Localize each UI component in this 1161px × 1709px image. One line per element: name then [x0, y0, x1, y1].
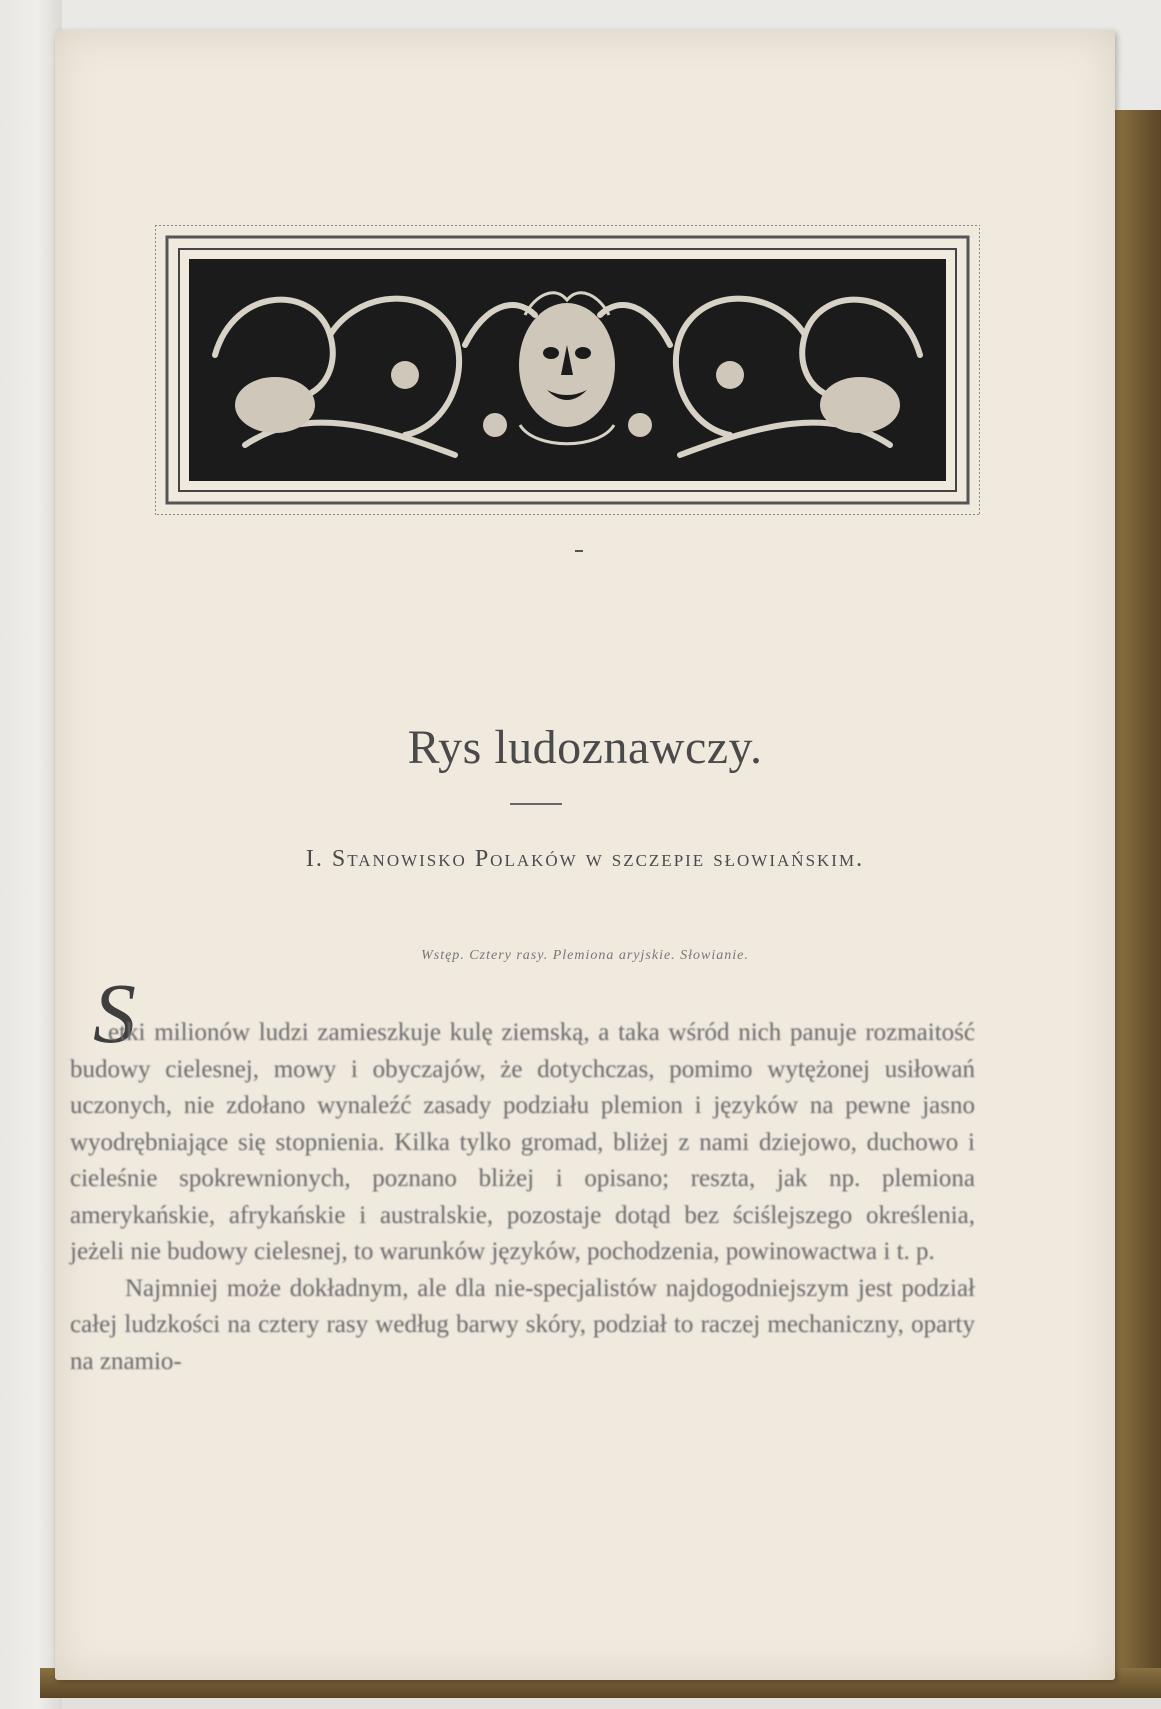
chapter-heading: I. Stanowisko Polaków w szczepie słowiańskim.: [305, 846, 865, 872]
chapter-summary: Wstęp. Cztery rasy. Plemiona aryjskie. Słowianie.: [421, 948, 749, 963]
page-title: Rys ludoznawczy.: [407, 721, 763, 774]
book-page: [55, 30, 1115, 1680]
drop-cap: S: [93, 965, 136, 1061]
title-rule: [510, 803, 562, 805]
ornamental-headpiece: [155, 225, 980, 515]
paragraph: etki milionów ludzi zamieszkuje kulę ziemską, a taka wśród nich panuje rozmaitość budowy cielesnej, mowy i obyczajów, że dotychczas, pomimo wytężonej usiłowań uczonych, nie zdołano wynaleźć zasady podziału plemion i języków na pewne jasno wyodrębniające się stopnienia. Kilka tylko gromad, bliżej z nami dziejowo, duchowo i cieleśnie spokrewnionych, poznano bliżej i opisano; reszta, jak np. plemiona amerykańskie, afrykańskie i australskie, pozostaje dotąd bez ściślejszego określenia, jeżeli nie budowy cielesnej, to warunków języków, pochodzenia, powinowactwa i t. p.: [70, 1019, 975, 1265]
previous-page-edge: [0, 0, 62, 1709]
body-text: [70, 1015, 975, 1380]
paragraph: Najmniej może dokładnym, ale dla nie-specjalistów najdogodniejszym jest podział całej ludzkości na cztery rasy według barwy skóry, podział to raczej mechaniczny, oparty na znamio-: [70, 1274, 975, 1375]
page-mark: [575, 550, 583, 552]
